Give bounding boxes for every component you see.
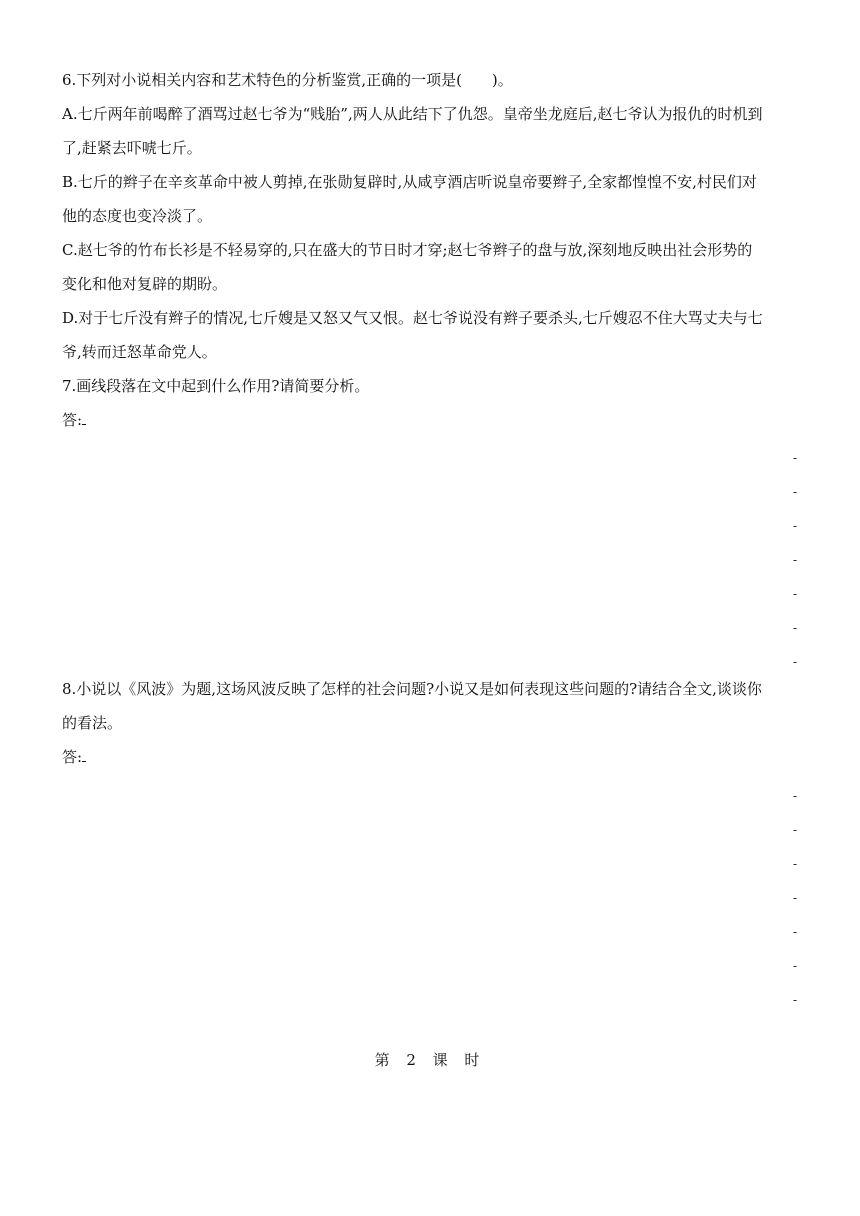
answer-line-mark: - xyxy=(792,925,798,939)
option-c-line-2: 变化和他对复辟的期盼。 xyxy=(62,275,228,293)
answer-line-mark: - xyxy=(792,451,798,465)
answer-line-mark: - xyxy=(792,655,798,669)
option-c-line-1: C.赵七爷的竹布长衫是不轻易穿的,只在盛大的节日时才穿;赵七爷辫子的盘与放,深刻地反映出社会形势的 xyxy=(62,241,753,259)
answer-line-mark: - xyxy=(792,891,798,905)
question-8-stem-line-2: 的看法。 xyxy=(62,714,123,732)
option-d-line-2: 爷,转而迁怒革命党人。 xyxy=(62,343,217,361)
option-a-line-1: A.七斤两年前喝醉了酒骂过赵七爷为“贱胎”,两人从此结下了仇怨。皇帝坐龙庭后,赵七爷认为报仇的时机到 xyxy=(62,105,763,123)
question-7-answer-label xyxy=(62,410,86,430)
answer-line-mark: - xyxy=(792,519,798,533)
option-b-line-2: 他的态度也变冷淡了。 xyxy=(62,207,213,225)
question-6-stem: 6.下列对小说相关内容和艺术特色的分析鉴赏,正确的一项是( )。 xyxy=(62,71,513,89)
answer-line-mark: - xyxy=(792,823,798,837)
answer-line-mark: - xyxy=(792,587,798,601)
answer-line-mark: - xyxy=(792,621,798,635)
answer-line-mark: - xyxy=(792,993,798,1007)
option-a-line-2: 了,赶紧去吓唬七斤。 xyxy=(62,139,202,157)
option-b-line-1: B.七斤的辫子在辛亥革命中被人剪掉,在张勋复辟时,从咸亨酒店听说皇帝要辫子,全家都惶惶不安,村民们对 xyxy=(62,173,757,191)
answer-line-mark: - xyxy=(792,485,798,499)
option-d-line-1: D.对于七斤没有辫子的情况,七斤嫂是又怒又气又恨。赵七爷说没有辫子要杀头,七斤嫂忍不住大骂丈夫与七 xyxy=(62,309,763,327)
answer-line-mark: - xyxy=(792,789,798,803)
answer-label-text: 答: xyxy=(62,411,83,429)
answer-label-text: 答: xyxy=(62,748,83,766)
answer-line-mark: - xyxy=(792,959,798,973)
question-7-stem: 7.画线段落在文中起到什么作用?请简要分析。 xyxy=(62,377,370,395)
answer-underline xyxy=(82,412,86,425)
section-footer-title: 第 2 课 时 xyxy=(374,1051,486,1069)
answer-line-mark: - xyxy=(792,553,798,567)
answer-line-mark: - xyxy=(792,857,798,871)
question-8-answer-label xyxy=(62,747,86,767)
answer-underline xyxy=(82,749,86,762)
question-8-stem-line-1: 8.小说以《风波》为题,这场风波反映了怎样的社会问题?小说又是如何表现这些问题的?请结合全文,谈谈你 xyxy=(62,680,762,698)
